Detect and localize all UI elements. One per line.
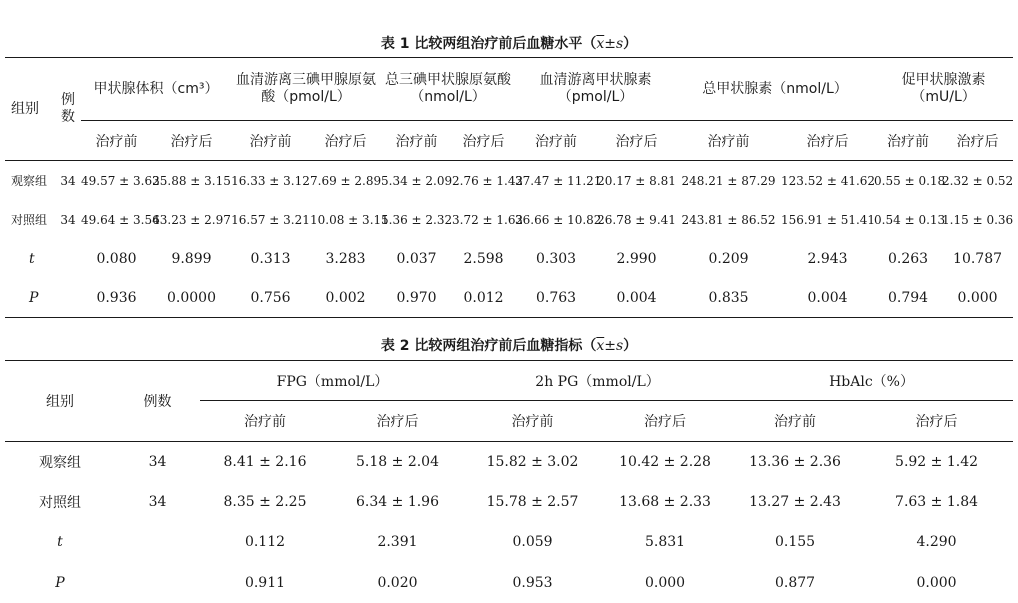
cell-value: 10.42 ± 2.28 (619, 454, 711, 470)
stat-label: P (55, 574, 65, 591)
stat-value: 2.990 (616, 250, 657, 267)
stat-value: 0.303 (535, 250, 577, 267)
stat-value: 0.000 (644, 574, 686, 591)
stat-spacer (115, 522, 200, 562)
table2-sub-header-after: 治疗后 (330, 401, 465, 442)
cell-value: 10.08 ± 3.11 (310, 212, 389, 227)
stat-label: P (5, 278, 55, 318)
stat-value: 0.313 (250, 250, 291, 267)
table1-sub-header-after: 治疗后 (781, 121, 874, 161)
cell-value: 248.21 ± 87.29 (681, 173, 776, 188)
table1-sub-header-before: 治疗前 (81, 121, 152, 161)
cell-value: 7.63 ± 1.84 (895, 494, 979, 510)
stat-value: 0.936 (81, 278, 152, 318)
stat-value: 0.037 (396, 250, 437, 267)
cell-value: 37.47 ± 11.21 (515, 173, 602, 188)
stat-value: 0.155 (774, 534, 816, 550)
stat-value: 0.112 (244, 534, 286, 550)
table1-group-header: 促甲状腺激素（mU/L） (874, 58, 1013, 121)
table2-header-group: 组别 (5, 361, 115, 442)
row-label: 观察组 (11, 174, 48, 188)
stat-value: 0.004 (597, 278, 676, 318)
cell-value: 123.52 ± 41.62 (781, 173, 876, 188)
table2-group-header: HbAlc（%） (730, 361, 1013, 401)
cell-value: 8.35 ± 2.25 (223, 494, 307, 510)
cell-value: 49.64 ± 3.56 (81, 212, 160, 227)
cell-value: 2.32 ± 0.52 (942, 173, 1014, 188)
table2-sub-header-after: 治疗后 (600, 401, 730, 442)
stat-value: 0.911 (244, 574, 286, 591)
stat-value: 4.290 (916, 534, 957, 550)
stat-value: 0.877 (774, 574, 816, 591)
cell-value: 3.72 ± 1.62 (452, 212, 524, 227)
stat-value: 0.209 (708, 250, 749, 267)
stat-value: 0.970 (381, 278, 452, 318)
cell-value: 15.82 ± 3.02 (486, 454, 579, 470)
table-row (5, 278, 1013, 318)
table1-sub-header-before: 治疗前 (381, 121, 452, 161)
table1-caption (0, 35, 1018, 53)
table-row (5, 522, 1013, 562)
row-count: 34 (60, 173, 76, 188)
stat-value: 3.283 (325, 250, 366, 267)
stat-value: 0.059 (512, 534, 553, 550)
cell-value: 20.17 ± 8.81 (597, 173, 676, 188)
table1-sub-header-before: 治疗前 (676, 121, 781, 161)
cell-value: 35.88 ± 3.15 (152, 173, 231, 188)
table2-caption-text: 表 2 比较两组治疗前后血糖指标（ (380, 338, 597, 354)
table-row (5, 200, 1013, 239)
cell-value: 36.66 ± 10.82 (515, 212, 602, 227)
table1-sub-header-after: 治疗后 (452, 121, 515, 161)
stat-value: 2.391 (377, 534, 418, 550)
table2-sub-header-before: 治疗前 (200, 401, 330, 442)
table1-header-group: 组别 (5, 58, 55, 161)
stat-value: 0.012 (452, 278, 515, 318)
table2-sub-header-before: 治疗前 (730, 401, 860, 442)
cell-value: 49.57 ± 3.62 (81, 173, 160, 188)
stat-value: 0.020 (377, 574, 418, 591)
cell-value: 16.33 ± 3.12 (231, 173, 310, 188)
table2-sub-header-after: 治疗后 (860, 401, 1013, 442)
row-label: 观察组 (39, 455, 81, 471)
table1-group-header: 血清游离三碘甲腺原氨酸（pmol/L） (231, 58, 381, 121)
table-row (5, 562, 1013, 603)
stat-value: 2.598 (463, 250, 504, 267)
stat-value: 0.763 (515, 278, 597, 318)
cell-value: 15.78 ± 2.57 (486, 494, 579, 510)
table2-sub-header-before: 治疗前 (465, 401, 600, 442)
table-row (5, 442, 1013, 483)
stat-label: t (57, 534, 63, 550)
table1-caption-mean: $\overline{x}$ (596, 36, 605, 52)
cell-value: 43.23 ± 2.97 (152, 212, 231, 227)
stat-value: 0.080 (96, 250, 137, 267)
stat-value: 0.000 (942, 278, 1013, 318)
table2 (5, 360, 1013, 603)
cell-value: 5.92 ± 1.42 (895, 454, 979, 470)
stat-value: 2.943 (807, 250, 848, 267)
row-label: 对照组 (39, 495, 81, 511)
stat-spacer (55, 239, 81, 278)
table1-group-header: 总三碘甲状腺原氨酸（nmol/L） (381, 58, 515, 121)
stat-label: t (29, 250, 35, 267)
table1-sub-header-before: 治疗前 (231, 121, 310, 161)
table-row (5, 482, 1013, 522)
cell-value: 13.36 ± 2.36 (749, 454, 841, 470)
stat-value: 0.002 (310, 278, 381, 318)
table2-group-header: 2h PG（mmol/L） (465, 361, 730, 401)
table1 (5, 57, 1013, 318)
table2-caption-mean: $\overline{x}$ (596, 338, 605, 354)
table2-caption (0, 337, 1018, 355)
table1-caption-text: 表 1 比较两组治疗前后血糖水平（ (380, 36, 597, 52)
table1-group-header: 血清游离甲状腺素（pmol/L） (515, 58, 676, 121)
cell-value: 26.78 ± 9.41 (597, 212, 676, 227)
stat-value: 0.756 (231, 278, 310, 318)
table1-sub-header-after: 治疗后 (310, 121, 381, 161)
cell-value: 2.76 ± 1.42 (452, 173, 524, 188)
cell-value: 6.34 ± 1.96 (356, 494, 439, 510)
cell-value: 243.81 ± 86.52 (681, 212, 776, 227)
row-label: 对照组 (11, 213, 48, 227)
cell-value: 5.36 ± 2.32 (381, 212, 453, 227)
table-row (5, 161, 1013, 201)
stat-value: 0.953 (512, 574, 553, 591)
cell-value: 0.54 ± 0.13 (874, 212, 946, 227)
stat-value: 0.0000 (152, 278, 231, 318)
cell-value: 7.69 ± 2.89 (310, 173, 382, 188)
table1-group-header: 甲状腺体积（cm³） (81, 58, 231, 121)
table1-sub-header-after: 治疗后 (597, 121, 676, 161)
table1-sub-header-before: 治疗前 (874, 121, 942, 161)
stat-value: 0.263 (888, 250, 929, 267)
table1-caption-sd: ±s (604, 36, 624, 52)
stat-value: 0.004 (781, 278, 874, 318)
stat-value: 0.000 (916, 574, 957, 591)
table1-sub-header-after: 治疗后 (942, 121, 1013, 161)
table1-sub-header-after: 治疗后 (152, 121, 231, 161)
cell-value: 5.34 ± 2.09 (381, 173, 453, 188)
table2-caption-close: ） (623, 338, 638, 354)
table2-group-header: FPG（mmol/L） (200, 361, 465, 401)
table2-caption-sd: ±s (604, 338, 624, 354)
table1-sub-header-before: 治疗前 (515, 121, 597, 161)
cell-value: 16.57 ± 3.21 (231, 212, 310, 227)
row-count: 34 (60, 212, 76, 227)
cell-value: 5.18 ± 2.04 (356, 454, 439, 470)
table2-caption-stat (596, 338, 623, 354)
table1-caption-stat (596, 36, 623, 52)
table1-caption-close: ） (623, 36, 638, 52)
cell-value: 1.15 ± 0.36 (942, 212, 1014, 227)
table1-group-header: 总甲状腺素（nmol/L） (676, 58, 874, 121)
stat-value: 9.899 (171, 250, 212, 267)
table2-header-n: 例数 (115, 361, 200, 442)
stat-spacer (55, 278, 81, 318)
cell-value: 0.55 ± 0.18 (874, 173, 946, 188)
stat-spacer (115, 562, 200, 603)
cell-value: 13.68 ± 2.33 (619, 494, 711, 510)
stat-value: 10.787 (953, 250, 1003, 267)
row-count: 34 (148, 454, 167, 470)
cell-value: 156.91 ± 51.41 (781, 212, 876, 227)
table-row (5, 239, 1013, 278)
stat-value: 0.794 (874, 278, 942, 318)
stat-value: 0.835 (676, 278, 781, 318)
table1-header-n: 例数 (55, 58, 81, 161)
row-count: 34 (148, 494, 167, 510)
cell-value: 8.41 ± 2.16 (223, 454, 307, 470)
stat-value: 5.831 (644, 534, 686, 550)
cell-value: 13.27 ± 2.43 (749, 494, 841, 510)
